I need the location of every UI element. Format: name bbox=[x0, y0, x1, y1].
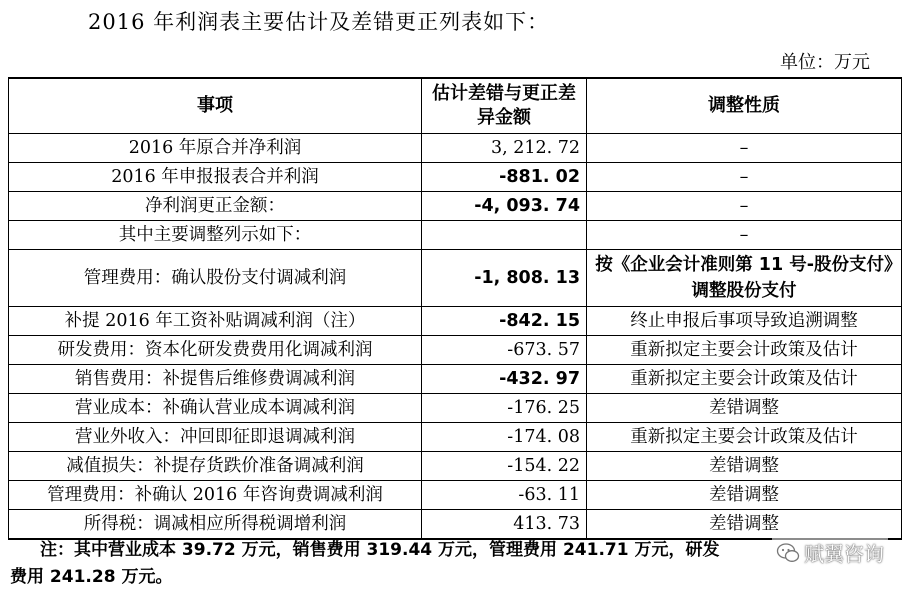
page-heading: 2016 年利润表主要估计及差错更正列表如下： bbox=[88, 10, 550, 34]
row-item: 所得税：调减相应所得税调增利润 bbox=[9, 510, 422, 540]
row-amount: 413. 73 bbox=[422, 510, 587, 540]
table-row bbox=[9, 336, 902, 365]
table-row bbox=[9, 250, 902, 307]
row-nature: – bbox=[587, 192, 902, 221]
unit-label: 单位：万元 bbox=[780, 52, 870, 73]
row-amount: -154. 22 bbox=[422, 452, 587, 481]
row-nature: 差错调整 bbox=[587, 394, 902, 423]
table-row bbox=[9, 192, 902, 221]
row-amount: -176. 25 bbox=[422, 394, 587, 423]
row-item: 营业成本：补确认营业成本调减利润 bbox=[9, 394, 422, 423]
row-nature: – bbox=[587, 134, 902, 163]
table-row bbox=[9, 394, 902, 423]
row-item: 2016 年申报报表合并利润 bbox=[9, 163, 422, 192]
footnote-line-1: 注：其中营业成本 39.72 万元，销售费用 319.44 万元，管理费用 241.71 万元，研发 bbox=[40, 540, 720, 560]
row-amount: -881. 02 bbox=[422, 163, 587, 192]
row-item: 净利润更正金额： bbox=[9, 192, 422, 221]
header-amount: 估计差错与更正差异金额 bbox=[422, 78, 587, 134]
row-nature: 重新拟定主要会计政策及估计 bbox=[587, 423, 902, 452]
row-nature: 差错调整 bbox=[587, 452, 902, 481]
wechat-icon bbox=[776, 542, 800, 564]
row-nature: – bbox=[587, 163, 902, 192]
table-row bbox=[9, 423, 902, 452]
table-row bbox=[9, 510, 902, 540]
footnote bbox=[10, 537, 880, 591]
row-amount: 3, 212. 72 bbox=[422, 134, 587, 163]
table-row bbox=[9, 221, 902, 250]
table-row bbox=[9, 365, 902, 394]
table-row bbox=[9, 134, 902, 163]
table-row bbox=[9, 481, 902, 510]
row-amount: -842. 15 bbox=[422, 307, 587, 336]
row-item: 减值损失：补提存货跌价准备调减利润 bbox=[9, 452, 422, 481]
table-row bbox=[9, 452, 902, 481]
watermark-text: 赋翼咨询 bbox=[804, 542, 884, 566]
row-amount: -174. 08 bbox=[422, 423, 587, 452]
row-item: 补提 2016 年工资补贴调减利润（注） bbox=[9, 307, 422, 336]
row-nature: 差错调整 bbox=[587, 510, 902, 540]
row-nature: 按《企业会计准则第 11 号-股份支付》调整股份支付 bbox=[587, 250, 902, 307]
row-amount: -673. 57 bbox=[422, 336, 587, 365]
header-nature: 调整性质 bbox=[587, 78, 902, 134]
row-item: 销售费用：补提售后维修费调减利润 bbox=[9, 365, 422, 394]
table-row bbox=[9, 307, 902, 336]
table-header-row bbox=[9, 78, 902, 134]
row-item: 营业外收入：冲回即征即退调减利润 bbox=[9, 423, 422, 452]
row-amount: -63. 11 bbox=[422, 481, 587, 510]
row-nature: 重新拟定主要会计政策及估计 bbox=[587, 336, 902, 365]
row-nature: 重新拟定主要会计政策及估计 bbox=[587, 365, 902, 394]
row-amount: -432. 97 bbox=[422, 365, 587, 394]
watermark bbox=[772, 538, 888, 567]
row-amount: -1, 808. 13 bbox=[422, 250, 587, 307]
row-nature: 差错调整 bbox=[587, 481, 902, 510]
row-item: 研发费用：资本化研发费费用化调减利润 bbox=[9, 336, 422, 365]
row-nature: 终止申报后事项导致追溯调整 bbox=[587, 307, 902, 336]
row-amount bbox=[422, 221, 587, 250]
adjustment-table bbox=[8, 77, 902, 540]
header-item: 事项 bbox=[9, 78, 422, 134]
footnote-line-2: 费用 241.28 万元。 bbox=[10, 567, 173, 587]
row-nature: – bbox=[587, 221, 902, 250]
row-item: 管理费用：确认股份支付调减利润 bbox=[9, 250, 422, 307]
table-row bbox=[9, 163, 902, 192]
row-item: 管理费用：补确认 2016 年咨询费调减利润 bbox=[9, 481, 422, 510]
row-item: 其中主要调整列示如下： bbox=[9, 221, 422, 250]
row-item: 2016 年原合并净利润 bbox=[9, 134, 422, 163]
row-amount: -4, 093. 74 bbox=[422, 192, 587, 221]
